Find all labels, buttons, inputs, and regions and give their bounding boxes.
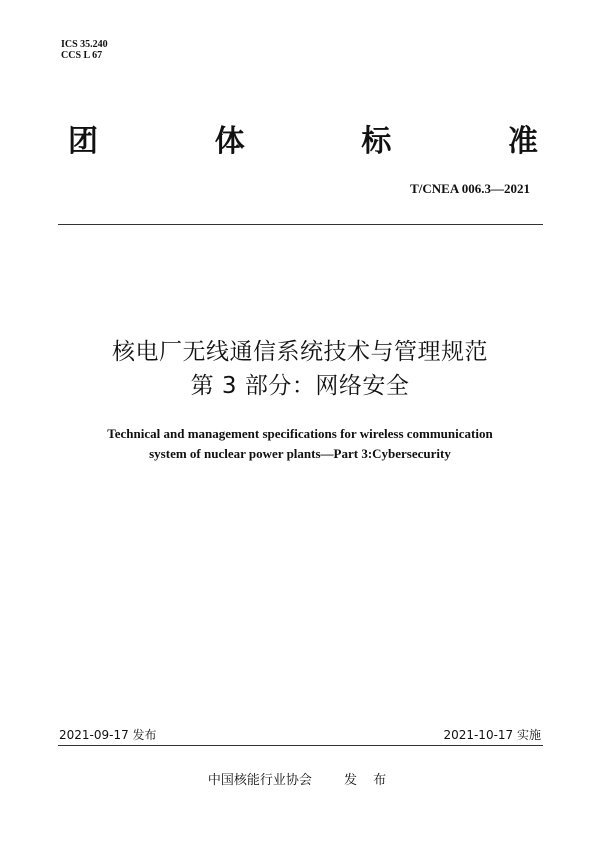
- standard-type-char-2: 体: [214, 124, 245, 159]
- english-title-line-2: system of nuclear power plants—Part 3:Cybersecurity: [149, 446, 451, 461]
- chinese-title-line-1: 核电厂无线通信系统技术与管理规范: [112, 339, 488, 365]
- chinese-title-line-2: 第 3 部分：网络安全: [190, 373, 410, 399]
- top-divider: [58, 224, 543, 225]
- publisher-line: [0, 772, 600, 790]
- publish-label: 发 布: [343, 773, 393, 788]
- implementation-date: 2021-10-17 实施: [443, 728, 541, 742]
- ccs-code: CCS L 67: [61, 50, 103, 61]
- bottom-divider: [58, 745, 543, 746]
- ics-code: ICS 35.240: [61, 39, 108, 50]
- standard-type-char-4: 准: [507, 124, 538, 159]
- standard-type-char-1: 团: [68, 124, 98, 159]
- standard-type-heading: [68, 120, 538, 164]
- issue-date: 2021-09-17 发布: [59, 728, 157, 742]
- standard-number: T/CNEA 006.3—2021: [410, 181, 530, 196]
- standard-type-char-3: 标: [361, 124, 392, 159]
- publisher-name: 中国核能行业协会: [207, 773, 312, 788]
- english-title-line-1: Technical and management specifications for wireless communication: [107, 426, 493, 441]
